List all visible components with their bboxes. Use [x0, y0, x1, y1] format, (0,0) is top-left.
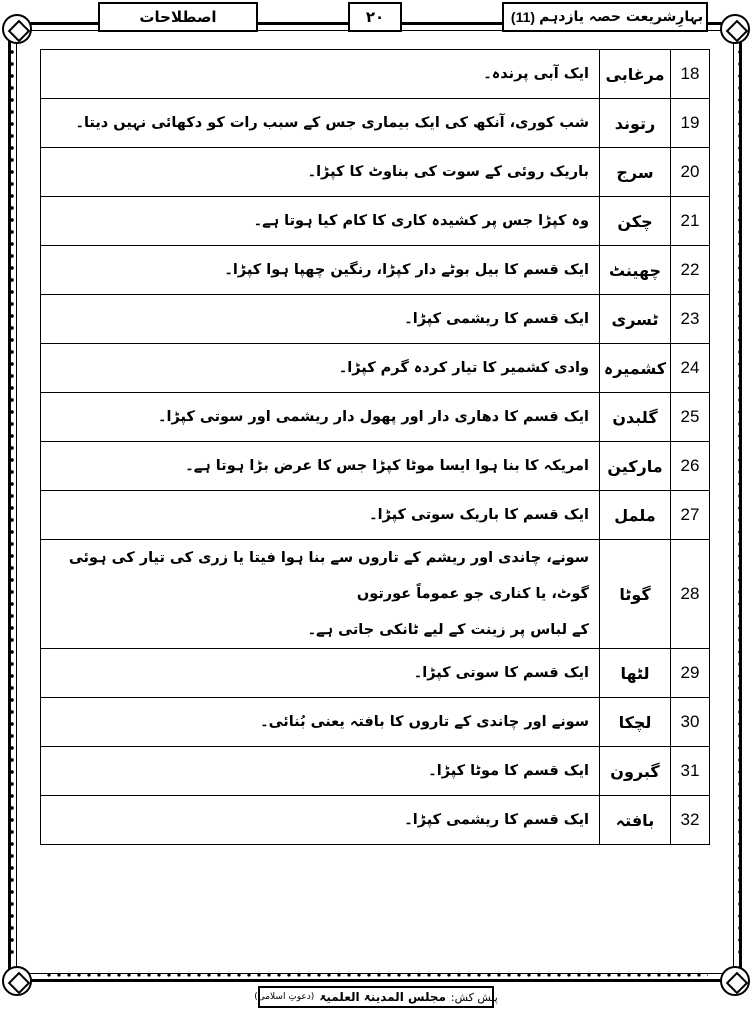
row-number: 18 [671, 50, 710, 99]
row-number: 31 [671, 747, 710, 796]
publisher-name: مجلس المدینۃ العلمیۃ [319, 990, 446, 1004]
row-number: 19 [671, 99, 710, 148]
term: بافتہ [600, 796, 671, 845]
publisher-footer [254, 986, 498, 1008]
table-row [41, 295, 710, 344]
book-part-number: (11) [510, 9, 536, 25]
definition: امریکہ کا بنا ہوا ایسا موٹا کپڑا جس کا عرض بڑا ہوتا ہے۔ [41, 442, 600, 491]
term: مرغابی [600, 50, 671, 99]
term: لٹھا [600, 649, 671, 698]
definition: ایک آبی پرندہ۔ [41, 50, 600, 99]
definition: وہ کپڑا جس پر کشیدہ کاری کا کام کیا ہوتا ہے۔ [41, 197, 600, 246]
corner-ornament-icon [720, 14, 750, 44]
definition: ایک قسم کا بیل بوٹے دار کپڑا، رنگین چھپا ہوا کپڑا۔ [41, 246, 600, 295]
term: گلبدن [600, 393, 671, 442]
page-number: ۲۰ [348, 2, 402, 32]
border-ornament-right [737, 46, 743, 956]
term: سرج [600, 148, 671, 197]
term: چھینٹ [600, 246, 671, 295]
table-row [41, 393, 710, 442]
row-number: 25 [671, 393, 710, 442]
definition-line: سونے، چاندی اور ریشم کے تاروں سے بنا ہوا فیتا یا زری کی تیار کی ہوئی گوٹ، یا کناری جو عموماً عورتوں [68, 550, 589, 602]
table-row [41, 747, 710, 796]
row-number: 20 [671, 148, 710, 197]
row-number: 28 [671, 540, 710, 649]
table-row [41, 491, 710, 540]
publisher-tagline: (دعوتِ اسلامی) [254, 992, 315, 1002]
border-ornament-left [9, 46, 15, 956]
definition: وادی کشمیر کا تیار کردہ گرم کپڑا۔ [41, 344, 600, 393]
table-row [41, 649, 710, 698]
table-row [41, 344, 710, 393]
term: گبرون [600, 747, 671, 796]
table-row [41, 540, 710, 649]
row-number: 32 [671, 796, 710, 845]
table-row [41, 50, 710, 99]
definition: شب کوری، آنکھ کی ایک بیماری جس کے سبب رات کو دکھائی نہیں دیتا۔ [41, 99, 600, 148]
footer-label: پیش کش: [450, 990, 498, 1004]
definition-line: کے لباس پر زینت کے لیے ٹانکی جاتی ہے۔ [307, 622, 589, 638]
definition: ایک قسم کا موٹا کپڑا۔ [41, 747, 600, 796]
glossary-table [40, 49, 710, 845]
row-number: 21 [671, 197, 710, 246]
corner-ornament-icon [2, 966, 32, 996]
row-number: 22 [671, 246, 710, 295]
table-row [41, 698, 710, 747]
term: رتوند [600, 99, 671, 148]
term: گوٹا [600, 540, 671, 649]
table-row [41, 197, 710, 246]
chapter-title: اصطلاحات [98, 2, 258, 32]
table-row [41, 246, 710, 295]
table-row [41, 796, 710, 845]
term: ململ [600, 491, 671, 540]
book-title-text: بہارِشریعت حصہ یازدہم [539, 9, 704, 25]
term: کشمیرہ [600, 344, 671, 393]
corner-ornament-icon [2, 14, 32, 44]
term: چکن [600, 197, 671, 246]
definition: ایک قسم کا ریشمی کپڑا۔ [41, 295, 600, 344]
definition: باریک روئی کے سوت کی بناوٹ کا کپڑا۔ [41, 148, 600, 197]
row-number: 27 [671, 491, 710, 540]
term: مارکین [600, 442, 671, 491]
row-number: 26 [671, 442, 710, 491]
table-row [41, 99, 710, 148]
table-row [41, 148, 710, 197]
corner-ornament-icon [720, 966, 750, 996]
row-number: 24 [671, 344, 710, 393]
row-number: 29 [671, 649, 710, 698]
term: ٹسری [600, 295, 671, 344]
row-number: 23 [671, 295, 710, 344]
term: لچکا [600, 698, 671, 747]
table-row [41, 442, 710, 491]
definition: ایک قسم کا دھاری دار اور پھول دار ریشمی اور سوتی کپڑا۔ [41, 393, 600, 442]
border-ornament-bottom [44, 972, 708, 978]
row-number: 30 [671, 698, 710, 747]
definition: ایک قسم کا باریک سوتی کپڑا۔ [41, 491, 600, 540]
definition: ایک قسم کا ریشمی کپڑا۔ [41, 796, 600, 845]
definition: سونے اور چاندی کے تاروں کا بافتہ یعنی بُنائی۔ [41, 698, 600, 747]
definition: ایک قسم کا سوتی کپڑا۔ [41, 649, 600, 698]
book-title [502, 2, 708, 32]
definition [41, 540, 600, 649]
